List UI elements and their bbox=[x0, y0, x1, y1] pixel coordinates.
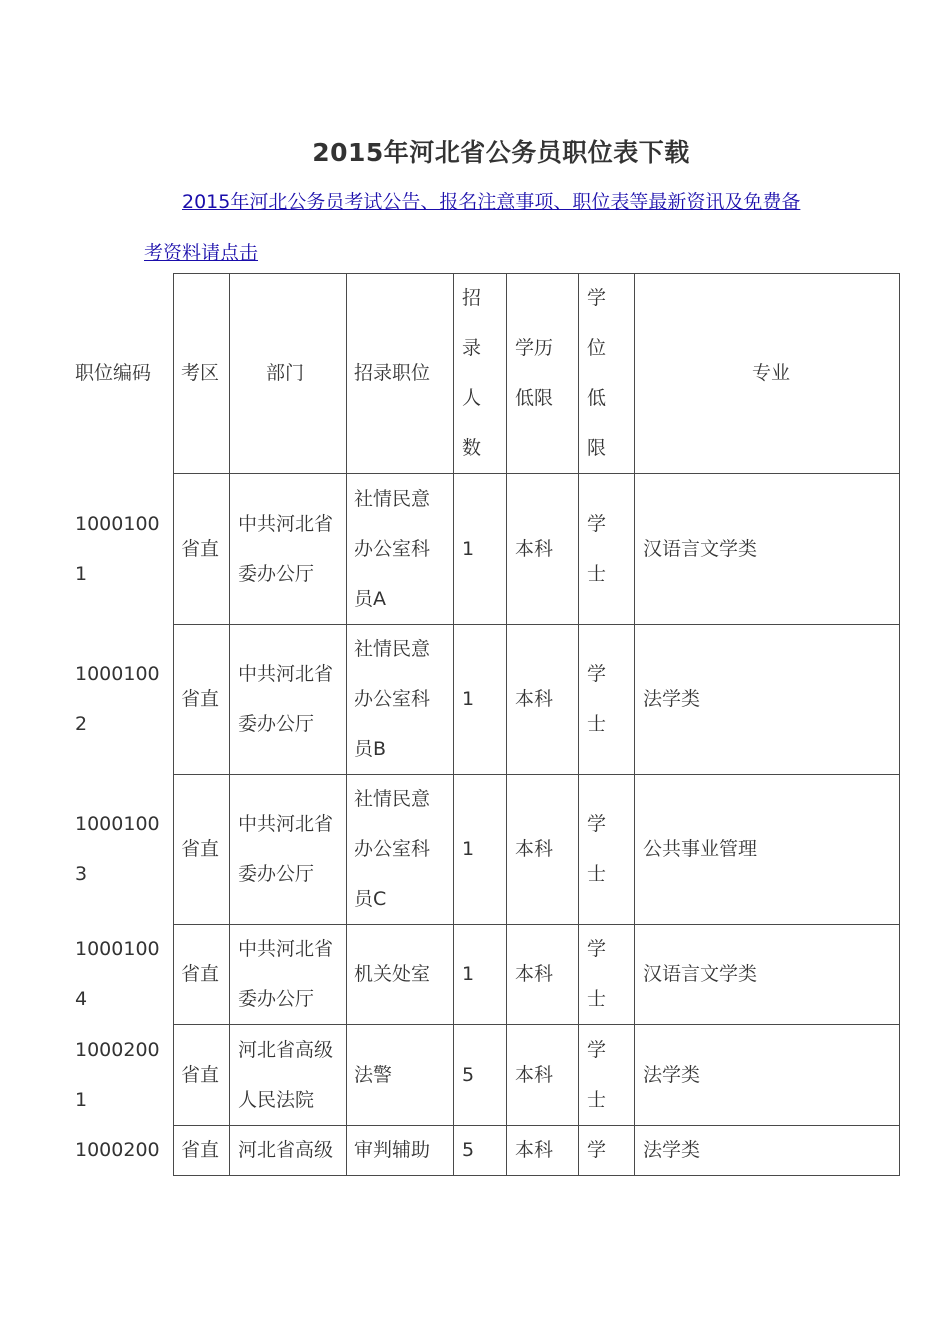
cell-code: 1000100 bbox=[75, 512, 160, 535]
header-edu: 学历 bbox=[515, 337, 554, 359]
cell-position: 机关处室 bbox=[354, 963, 431, 985]
cell-position: 审判辅助 bbox=[354, 1139, 431, 1161]
cell-dept: 委办公厅 bbox=[238, 713, 315, 735]
header-count: 人 bbox=[462, 387, 482, 409]
cell-dept: 人民法院 bbox=[238, 1088, 315, 1111]
cell-dept: 河北省高级 bbox=[238, 1038, 334, 1061]
cell-major: 法学类 bbox=[643, 1139, 701, 1161]
header-count: 录 bbox=[462, 337, 482, 359]
cell-degree: 士 bbox=[587, 863, 607, 885]
header-code: 职位编码 bbox=[75, 362, 152, 384]
table-row-border bbox=[173, 1175, 900, 1176]
cell-position: 办公室科 bbox=[354, 838, 431, 860]
header-edu: 低限 bbox=[515, 387, 554, 409]
cell-code: 3 bbox=[75, 863, 88, 885]
cell-dept: 中共河北省 bbox=[238, 663, 334, 685]
cell-major: 法学类 bbox=[643, 688, 701, 710]
cell-position: 员B bbox=[354, 738, 387, 760]
cell-count: 1 bbox=[462, 688, 475, 710]
cell-position: 办公室科 bbox=[354, 688, 431, 710]
cell-code: 1000100 bbox=[75, 938, 160, 960]
table-column-border bbox=[173, 273, 174, 1175]
table-column-border bbox=[899, 273, 900, 1175]
cell-area: 省直 bbox=[181, 688, 220, 710]
cell-degree: 学 bbox=[587, 1038, 607, 1061]
cell-position: 社情民意 bbox=[354, 788, 431, 810]
cell-degree: 学 bbox=[587, 512, 607, 535]
cell-position: 办公室科 bbox=[354, 537, 431, 560]
cell-major: 汉语言文学类 bbox=[643, 537, 758, 560]
table-row-border bbox=[173, 473, 900, 474]
cell-count: 5 bbox=[462, 1139, 475, 1161]
cell-code: 4 bbox=[75, 988, 88, 1010]
table-column-border bbox=[453, 273, 454, 1175]
table-column-border bbox=[578, 273, 579, 1175]
table-row-border bbox=[173, 273, 900, 274]
cell-code: 1000200 bbox=[75, 1038, 160, 1061]
cell-code: 1000100 bbox=[75, 813, 160, 835]
cell-area: 省直 bbox=[181, 537, 220, 560]
cell-code: 1000200 bbox=[75, 1139, 160, 1161]
cell-count: 5 bbox=[462, 1063, 475, 1086]
header-degree: 位 bbox=[587, 337, 607, 359]
header-position: 招录职位 bbox=[354, 362, 431, 384]
cell-code: 1 bbox=[75, 1088, 88, 1111]
cell-degree: 学 bbox=[587, 1139, 607, 1161]
header-dept: 部门 bbox=[266, 362, 305, 384]
cell-edu: 本科 bbox=[515, 688, 554, 710]
header-area: 考区 bbox=[181, 362, 220, 384]
cell-code: 2 bbox=[75, 713, 88, 735]
cell-major: 汉语言文学类 bbox=[643, 963, 758, 985]
header-degree: 限 bbox=[587, 437, 607, 459]
table-column-border bbox=[346, 273, 347, 1175]
cell-major: 公共事业管理 bbox=[643, 838, 758, 860]
cell-dept: 中共河北省 bbox=[238, 938, 334, 960]
cell-area: 省直 bbox=[181, 838, 220, 860]
cell-dept: 中共河北省 bbox=[238, 813, 334, 835]
cell-position: 社情民意 bbox=[354, 638, 431, 660]
cell-code: 1000100 bbox=[75, 663, 160, 685]
header-major: 专业 bbox=[751, 362, 790, 384]
header-count: 招 bbox=[462, 287, 482, 309]
cell-dept: 委办公厅 bbox=[238, 863, 315, 885]
cell-edu: 本科 bbox=[515, 1139, 554, 1161]
cell-degree: 士 bbox=[587, 713, 607, 735]
table-column-border bbox=[229, 273, 230, 1175]
table-row-border bbox=[173, 774, 900, 775]
cell-area: 省直 bbox=[181, 963, 220, 985]
cell-position: 员A bbox=[354, 587, 386, 610]
cell-count: 1 bbox=[462, 537, 475, 560]
announcement-link-line2[interactable]: 考资料请点击 bbox=[144, 242, 259, 264]
cell-degree: 士 bbox=[587, 1088, 607, 1111]
cell-degree: 学 bbox=[587, 663, 607, 685]
cell-degree: 士 bbox=[587, 988, 607, 1010]
page-title: 2015年河北省公务员职位表下载 bbox=[312, 138, 690, 167]
cell-dept: 委办公厅 bbox=[238, 562, 315, 585]
cell-count: 1 bbox=[462, 838, 475, 860]
cell-position: 法警 bbox=[354, 1063, 393, 1086]
cell-area: 省直 bbox=[181, 1139, 220, 1161]
cell-area: 省直 bbox=[181, 1063, 220, 1086]
table-column-border bbox=[506, 273, 507, 1175]
cell-dept: 河北省高级 bbox=[238, 1139, 334, 1161]
cell-count: 1 bbox=[462, 963, 475, 985]
header-degree: 学 bbox=[587, 287, 607, 309]
cell-degree: 学 bbox=[587, 813, 607, 835]
cell-degree: 士 bbox=[587, 562, 607, 585]
cell-edu: 本科 bbox=[515, 963, 554, 985]
cell-position: 员C bbox=[354, 888, 387, 910]
cell-dept: 委办公厅 bbox=[238, 988, 315, 1010]
header-count: 数 bbox=[462, 437, 482, 459]
table-row-border bbox=[173, 624, 900, 625]
cell-edu: 本科 bbox=[515, 838, 554, 860]
cell-dept: 中共河北省 bbox=[238, 512, 334, 535]
cell-code: 1 bbox=[75, 562, 88, 585]
announcement-link-line1[interactable]: 2015年河北公务员考试公告、报名注意事项、职位表等最新资讯及免费备 bbox=[182, 191, 801, 213]
cell-degree: 学 bbox=[587, 938, 607, 960]
cell-edu: 本科 bbox=[515, 537, 554, 560]
cell-edu: 本科 bbox=[515, 1063, 554, 1086]
header-degree: 低 bbox=[587, 387, 607, 409]
cell-position: 社情民意 bbox=[354, 487, 431, 510]
table-column-border bbox=[634, 273, 635, 1175]
cell-major: 法学类 bbox=[643, 1063, 701, 1086]
